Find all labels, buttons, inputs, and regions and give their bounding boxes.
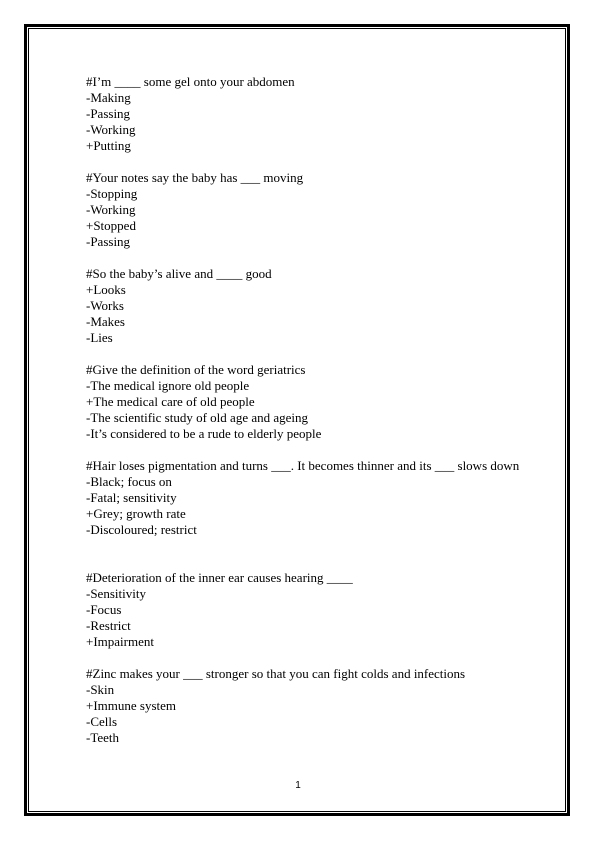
answer-option: -It’s considered to be a rude to elderly people xyxy=(86,426,322,441)
answer-option: -Black; focus on xyxy=(86,474,172,489)
answer-option: -Passing xyxy=(86,106,131,121)
page-number: 1 xyxy=(295,780,301,791)
question-stem: #Deterioration of the inner ear causes hearing ____ xyxy=(86,570,353,585)
question-block xyxy=(86,362,556,442)
question-list xyxy=(86,74,556,762)
answer-option: -The medical ignore old people xyxy=(86,378,250,393)
answer-option: -Skin xyxy=(86,682,115,697)
answer-option: -Makes xyxy=(86,314,125,329)
answer-option: +Stopped xyxy=(86,218,136,233)
question-stem: #Your notes say the baby has ___ moving xyxy=(86,170,304,185)
answer-option: +Immune system xyxy=(86,698,177,713)
question-block xyxy=(86,666,556,746)
answer-option: -Cells xyxy=(86,714,118,729)
answer-option: -Stopping xyxy=(86,186,138,201)
answer-option: -Working xyxy=(86,122,136,137)
question-stem: #Hair loses pigmentation and turns ___. It becomes thinner and its ___ slows down xyxy=(86,458,520,473)
answer-option: +Grey; growth rate xyxy=(86,506,186,521)
question-block xyxy=(86,170,556,250)
answer-option: +Putting xyxy=(86,138,131,153)
question-stem: #So the baby’s alive and ____ good xyxy=(86,266,272,281)
question-block xyxy=(86,458,556,538)
question-stem: #I’m ____ some gel onto your abdomen xyxy=(86,74,295,89)
answer-option: +Looks xyxy=(86,282,126,297)
answer-option: -Making xyxy=(86,90,131,105)
answer-option: -Works xyxy=(86,298,124,313)
question-stem: #Zinc makes your ___ stronger so that you can fight colds and infections xyxy=(86,666,466,681)
answer-option: -Fatal; sensitivity xyxy=(86,490,177,505)
answer-option: -Passing xyxy=(86,234,131,249)
answer-option: -Restrict xyxy=(86,618,131,633)
answer-option: -Lies xyxy=(86,330,113,345)
question-block xyxy=(86,570,556,650)
answer-option: -The scientific study of old age and ageing xyxy=(86,410,309,425)
answer-option: -Working xyxy=(86,202,136,217)
answer-option: -Sensitivity xyxy=(86,586,146,601)
answer-option: +The medical care of old people xyxy=(86,394,255,409)
answer-option: -Focus xyxy=(86,602,122,617)
question-stem: #Give the definition of the word geriatrics xyxy=(86,362,306,377)
answer-option: -Teeth xyxy=(86,730,120,745)
answer-option: -Discoloured; restrict xyxy=(86,522,197,537)
answer-option: +Impairment xyxy=(86,634,154,649)
question-block xyxy=(86,74,556,154)
question-block xyxy=(86,266,556,346)
